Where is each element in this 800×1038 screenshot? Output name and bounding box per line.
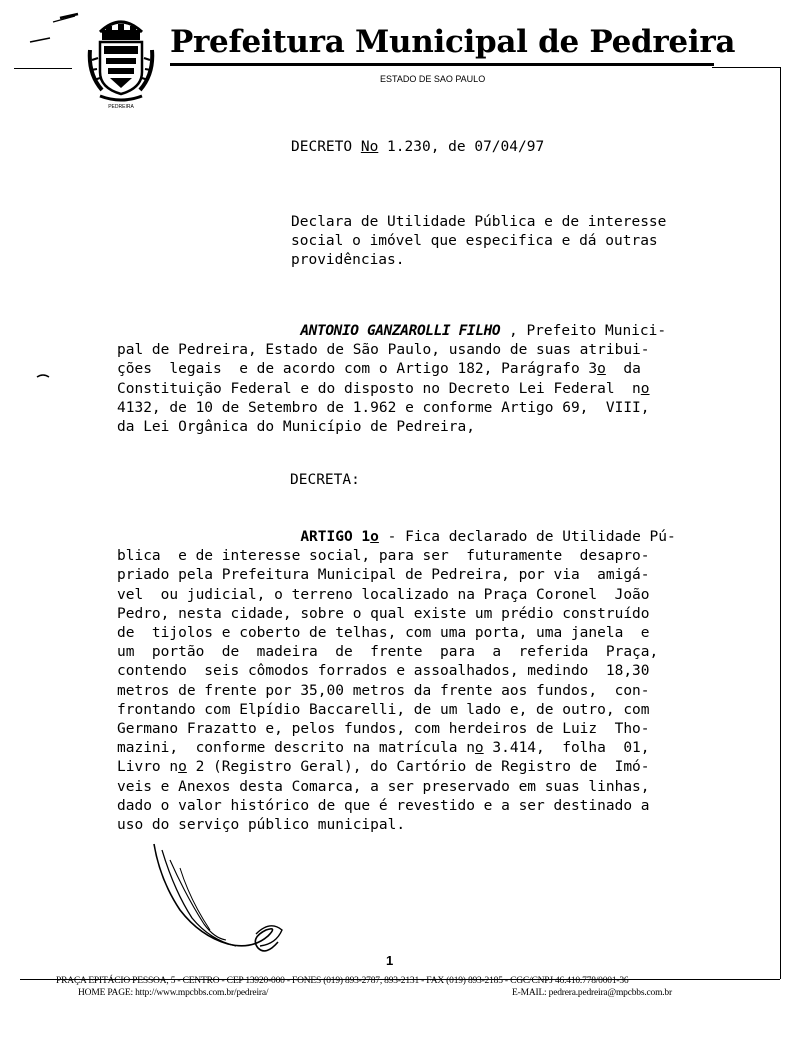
artigo-line: dado o valor histórico de que é revestido e a ser destinado a bbox=[117, 797, 650, 814]
artigo-line: ARTIGO 1o - Fica declarado de Utilidade Pú- bbox=[300, 529, 676, 545]
artigo-line: mazini, conforme descrito na matrícula no 3.414, folha 01, bbox=[117, 740, 650, 757]
border-top-right bbox=[712, 67, 780, 68]
artigo-line: Pedro, nesta cidade, sobre o qual existe um prédio construído bbox=[117, 605, 650, 622]
artigo-line: contendo seis cômodos forrados e assoalhados, medindo 18,30 bbox=[117, 663, 650, 680]
footer-email: E-MAIL: pedrera.pedreira@mpcbbs.com.br bbox=[512, 988, 672, 998]
coat-of-arms-icon bbox=[86, 14, 156, 110]
mayor-name: ANTONIO GANZAROLLI FILHO bbox=[300, 323, 501, 339]
decree-number bbox=[291, 138, 544, 157]
preamble-line: 4132, de 10 de Setembro de 1.962 e conforme Artigo 69, VIII, bbox=[117, 399, 650, 416]
border-top-left bbox=[14, 68, 72, 69]
ementa-line: Declara de Utilidade Pública e de interesse bbox=[291, 214, 667, 230]
artigo-line: metros de frente por 35,00 metros da frente aos fundos, con- bbox=[117, 682, 650, 699]
scan-mark-left bbox=[36, 372, 50, 380]
artigo-label: ARTIGO 1 bbox=[300, 529, 371, 545]
scan-mark-top-left bbox=[20, 8, 80, 48]
footer-address: PRAÇA EPITÁCIO PESSOA, 5 - CENTRO - CEP 13920-000 - FONES (019) 893-2787, 893-2131 - FAX (019) 893-2185 - CGC/CNPJ 46.410.778/0001-36 bbox=[56, 976, 629, 986]
artigo-line: vel ou judicial, o terreno localizado na Praça Coronel João bbox=[117, 586, 650, 603]
border-right bbox=[780, 67, 781, 979]
header-subtitle: ESTADO DE SAO PAULO bbox=[380, 74, 486, 84]
header-rule bbox=[170, 63, 714, 66]
decree-ementa bbox=[291, 213, 666, 271]
footer-homepage: HOME PAGE: http://www.mpcbbs.com.br/pedreira/ bbox=[78, 988, 269, 998]
artigo-line: de tijolos e coberto de telhas, com uma porta, uma janela e bbox=[117, 625, 650, 642]
artigo-line: Germano Frazatto e, pelos fundos, com herdeiros de Luiz Tho- bbox=[117, 721, 650, 738]
artigo-paragraph bbox=[117, 528, 676, 835]
artigo-line: priado pela Prefeitura Municipal de Pedreira, por via amigá- bbox=[117, 567, 650, 584]
header-title: Prefeitura Municipal de Pedreira bbox=[170, 24, 736, 60]
decree-no: No bbox=[360, 139, 379, 155]
decree-prefix: DECRETO bbox=[291, 139, 361, 155]
artigo-line: Livro no 2 (Registro Geral), do Cartório de Registro de Imó- bbox=[117, 759, 650, 776]
decreta-label: DECRETA: bbox=[290, 472, 360, 488]
preamble-line1-rest: , Prefeito Munici- bbox=[500, 323, 667, 339]
artigo-line: frontando com Elpídio Baccarelli, de um lado e, de outro, com bbox=[117, 701, 650, 718]
preamble-paragraph bbox=[117, 322, 666, 437]
preamble-line: da Lei Orgânica do Município de Pedreira, bbox=[117, 419, 475, 436]
coat-of-arms-lettering: PEDREIRA bbox=[108, 104, 134, 110]
decree-suffix: 1.230, de 07/04/97 bbox=[378, 139, 545, 155]
ementa-line: social o imóvel que especifica e dá outras bbox=[291, 233, 658, 250]
artigo-line: um portão de madeira de frente para a referida Praça, bbox=[117, 644, 659, 661]
signature-icon bbox=[140, 840, 300, 960]
preamble-line bbox=[117, 322, 666, 341]
preamble-line: ções legais e de acordo com o Artigo 182, Parágrafo 3o da bbox=[117, 361, 641, 378]
artigo-line: blica e de interesse social, para ser futuramente desapro- bbox=[117, 548, 650, 565]
artigo-line: uso do serviço público municipal. bbox=[117, 817, 406, 834]
preamble-line: pal de Pedreira, Estado de São Paulo, usando de suas atribui- bbox=[117, 342, 650, 359]
ementa-line: providências. bbox=[291, 252, 405, 269]
artigo-line: veis e Anexos desta Comarca, a ser preservado em suas linhas, bbox=[117, 778, 650, 795]
page-number: 1 bbox=[386, 953, 394, 968]
preamble-line: Constituição Federal e do disposto no Decreto Lei Federal no bbox=[117, 380, 650, 397]
